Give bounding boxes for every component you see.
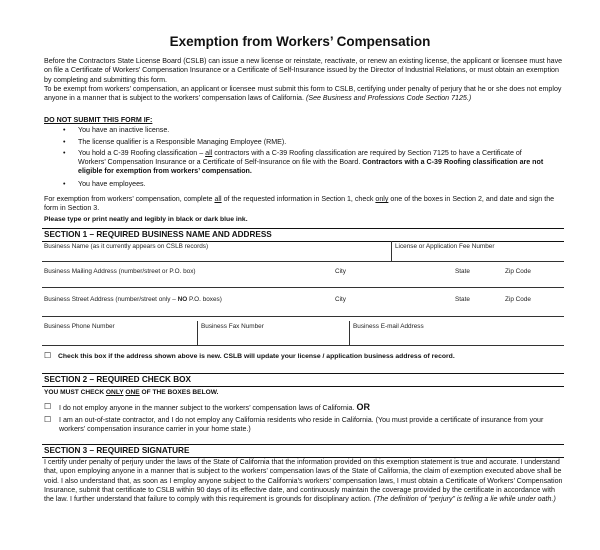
street-post: P.O. boxes)	[188, 296, 222, 303]
divider	[197, 321, 198, 345]
option-1-checkbox[interactable]: ☐	[44, 402, 52, 411]
section-3-heading: SECTION 3 – REQUIRED SIGNATURE	[42, 444, 564, 458]
code-reference: (See Business and Professions Code Section 7125.)	[305, 94, 472, 103]
divider	[42, 316, 564, 317]
list-item: You have employees.	[78, 180, 146, 188]
intro-paragraph-2	[44, 85, 564, 104]
bullet-icon: •	[63, 149, 66, 157]
c39-text-pre: You hold a C-39 Roofing classification –	[78, 149, 204, 157]
mailing-address-label: Business Mailing Address (number/street or P.O. box)	[44, 268, 196, 275]
street-zip-label: Zip Code	[505, 296, 531, 303]
intro-paragraph-2-text: To be exempt from workers’ compensation, an applicant or licensee must submit this form to CSLB, certifying under penalty of perjury that he or she does not employ anyone in a manner that is subject to the workers’ compensation laws of California.	[44, 85, 562, 103]
license-number-label: License or Application Fee Number	[395, 243, 495, 250]
c39-text-bold: Contractors with a C-39 Roofing classification are not eligible for exemption from workers’ compensation.	[78, 158, 544, 176]
list-item-c39	[78, 149, 548, 177]
page-title: Exemption from Workers’ Compensation	[169, 34, 431, 49]
new-address-checkbox[interactable]: ☐	[44, 351, 52, 360]
section-1-heading: SECTION 1 – REQUIRED BUSINESS NAME AND ADDRESS	[42, 228, 564, 242]
section-2-instructions	[44, 388, 218, 397]
street-address-label	[44, 296, 222, 303]
s2-instr-one: ONE	[125, 389, 140, 396]
divider	[42, 287, 564, 288]
new-address-label: Check this box if the address shown above is new. CSLB will update your license / application business address of record.	[58, 353, 455, 360]
street-city-label: City	[335, 296, 347, 303]
mailing-city-label: City	[335, 268, 347, 275]
instructions-paragraph	[44, 195, 564, 214]
c39-all: all	[205, 149, 213, 157]
option-2-checkbox[interactable]: ☐	[44, 415, 52, 424]
section-2-heading: SECTION 2 – REQUIRED CHECK BOX	[42, 373, 564, 387]
certification-text: I certify under penalty of perjury under the laws of the State of California that the information provided on this exemption statement is true and accurate. I understand that, upon employing anyone in a manner that is subject to the workers’ compensation laws of the State of California, the claim of exemption executed above shall be void. I also understand that, as soon as I employ anyone subject to the California’s workers’ compensation laws, I must obtain a Certificate of Workers’ Compensation Insurance, submit that certificate to CSLB within 90 days of its effective date, and continuously maintain the coverage provided by the certificate in accordance with the law. I further understand that failure to comply with this requirement is grounds for disciplinary action.	[44, 458, 563, 504]
ink-note: Please type or print neatly and legibly in black or dark blue ink.	[44, 216, 248, 223]
phone-label: Business Phone Number	[44, 323, 115, 330]
divider	[42, 261, 564, 262]
bullet-icon: •	[63, 180, 66, 188]
instr-post: one of the boxes in Section 2, and date and sign the form in Section 3.	[44, 195, 555, 213]
divider	[391, 241, 392, 261]
divider	[349, 321, 350, 345]
s2-instr-post: OF THE BOXES BELOW.	[141, 389, 219, 396]
instr-only: only	[375, 195, 389, 203]
c39-text-mid: contractors with a C-39 Roofing classification are required by Section 7125 to have a Certificate of Workers’ Compensation Insurance or a Certificate of Self-Insurance on file with the Board.	[78, 149, 522, 167]
option-1-text: I do not employ anyone in the manner subject to the workers’ compensation laws of California.	[59, 404, 355, 412]
mailing-state-label: State	[455, 268, 470, 275]
s2-instr-only: ONLY	[105, 389, 124, 396]
s2-instr-pre: YOU MUST CHECK	[44, 389, 105, 396]
business-name-label: Business Name (as it currently appears on CSLB records)	[44, 243, 209, 250]
street-state-label: State	[455, 296, 470, 303]
list-item: The license qualifier is a Responsible Managing Employee (RME).	[78, 138, 287, 146]
section-3-certification	[44, 458, 564, 504]
do-not-submit-heading	[44, 116, 152, 125]
perjury-definition: (The definition of “perjury” is telling a lie while under oath.)	[373, 495, 556, 504]
email-label: Business E-mail Address	[353, 323, 424, 330]
fax-label: Business Fax Number	[201, 323, 264, 330]
divider	[42, 345, 564, 346]
do-not-submit-heading-text: DO NOT SUBMIT THIS FORM IF:	[44, 116, 153, 124]
option-1-label	[59, 403, 370, 413]
intro-paragraph-1: Before the Contractors State License Board (CSLB) can issue a new license or reinstate, reactivate, or renew an existing license, the applicant or licensee must have on file a Certificate of Workers’ Compensation Insurance or a Certificate of Self-Insurance issued by the Director of Industrial Relations, or must obtain an exemption by completing and submitting this form.	[44, 57, 563, 84]
street-pre: Business Street Address (number/street only –	[44, 296, 176, 303]
mailing-zip-label: Zip Code	[505, 268, 531, 275]
instr-pre: For exemption from workers’ compensation, complete	[44, 195, 213, 203]
instr-all: all	[214, 195, 222, 203]
bullet-icon: •	[63, 126, 66, 134]
instr-mid: of the requested information in Section 1, check	[223, 195, 374, 203]
or-label: OR	[356, 402, 370, 412]
option-2-label: I am an out-of-state contractor, and I do not employ any California residents who reside in California. (You must provide a certificate of insurance from your workers’ compensation insurance carrier in your home state.)	[59, 416, 544, 434]
street-no: NO	[177, 296, 188, 303]
list-item: You have an inactive license.	[78, 126, 170, 134]
bullet-icon: •	[63, 138, 66, 146]
